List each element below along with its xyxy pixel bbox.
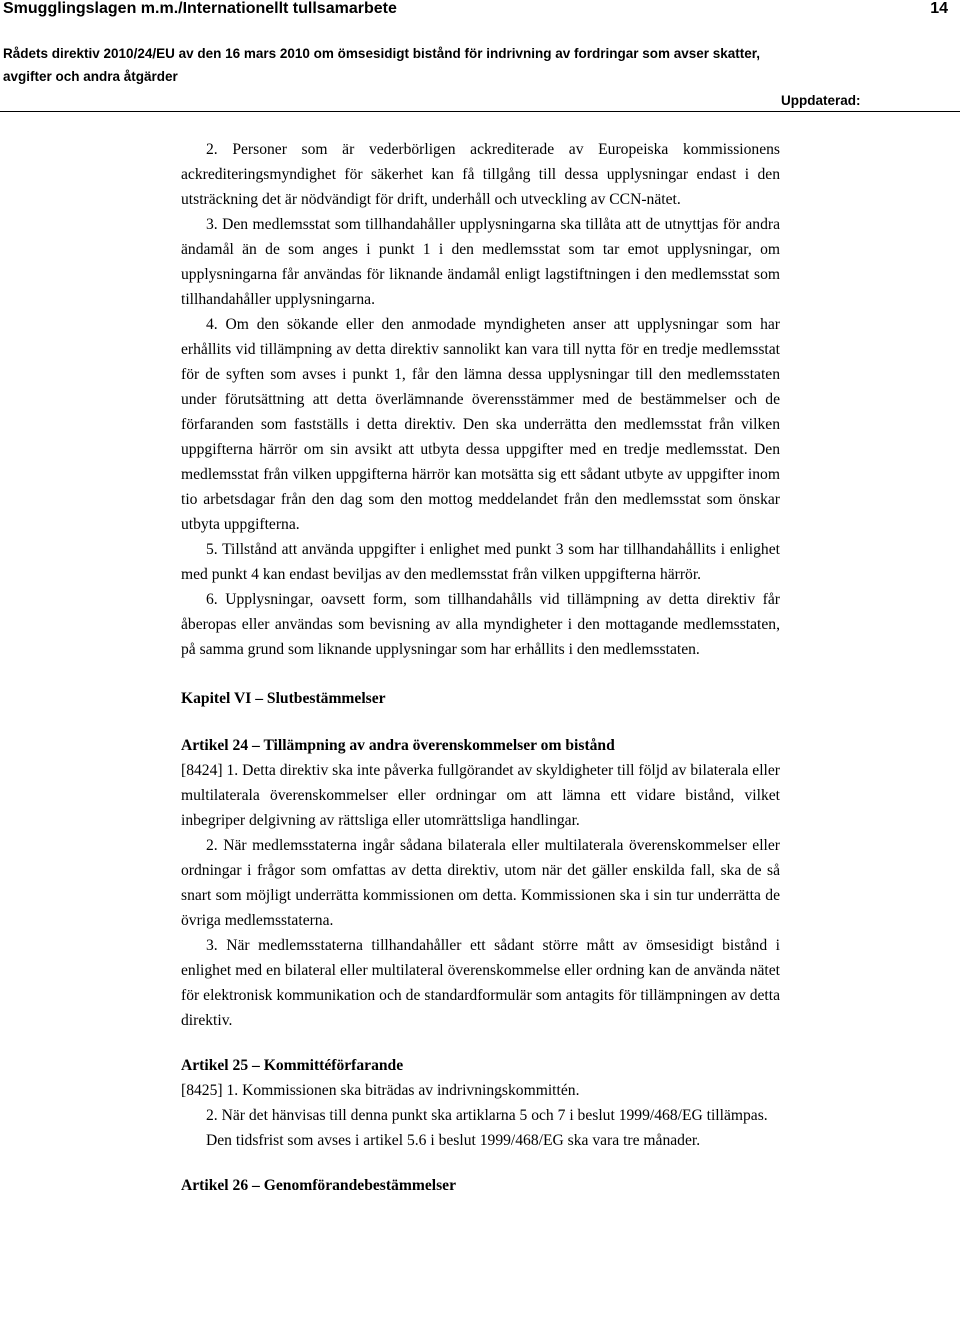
directive-title-line-1: Rådets direktiv 2010/24/EU av den 16 mars 2010 om ömsesidigt bistånd för indrivning av fordringar som avser skatter, bbox=[3, 46, 761, 61]
paragraph-3: 3. Den medlemsstat som tillhandahåller upplysningarna ska tillåta att de utnyttjas för andra ändamål än de som anges i punkt 1 i den medlemsstat som tar emot upplysningar, om upplysningarna får användas för liknande ändamål enligt lagstiftningen i den medlemsstat som tillhandahåller upplysningarna. bbox=[181, 216, 780, 308]
spacer bbox=[181, 711, 780, 733]
paragraph-4: 4. Om den sökande eller den anmodade myndigheten anser att upplysningar som har erhållits vid tillämpning av detta direktiv sannolikt kan vara till nytta för en tredje medlemsstat för de syften som avses i punkt 1, får den lämna dessa upplysningar till den medlemsstaten under förutsättning att detta överlämnande överensstämmer med de bestämmelser och de förfaranden som fastställs i detta direktiv. Den ska underrätta den medlemsstat från vilken uppgifterna härrör om sin avsikt att utbyta dessa uppgifter med en tredje medlemsstat. Den medlemsstat från vilken uppgifterna härrör kan motsätta sig ett sådant utbyte av uppgifter inom tio arbetsdagar från den dag som den mottog meddelandet från den medlemsstat som önskar utbyta uppgifterna. bbox=[181, 316, 780, 533]
article-26-heading: Artikel 26 – Genomförandebestämmelser bbox=[181, 1177, 456, 1194]
paragraph-2: 2. Personer som är vederbörligen ackrediterade av Europeiska kommissionens ackrediteringsmyndighet för säkerhet kan få tillgång till dessa upplysningar endast i den utsträckning det är nödvändigt för drift, underhåll och utveckling av CCN-nätet. bbox=[181, 141, 780, 208]
article-24-heading: Artikel 24 – Tillämpning av andra överenskommelser om bistånd bbox=[181, 737, 615, 754]
chapter-heading: Kapitel VI – Slutbestämmelser bbox=[181, 690, 386, 707]
article-24-paragraph-1: [8424] 1. Detta direktiv ska inte påverka fullgörandet av skyldigheter till följd av bilaterala eller multilaterala överenskommelser eller ordningar om att lämna ett vidare bistånd, vilket inbegriper delgivning av rättsliga eller utomrättsliga handlingar. bbox=[181, 762, 780, 829]
spacer bbox=[181, 662, 780, 686]
article-24-paragraph-3: 3. När medlemsstaterna tillhandahåller ett sådant större mått av ömsesidigt bistånd i enlighet med en bilateral eller multilateral överenskommelse eller ordning kan de använda nätet för elektronisk kommunikation och de standardformulär som antagits för tillämpningen av detta direktiv. bbox=[181, 937, 780, 1029]
article-25-paragraph-2: 2. När det hänvisas till denna punkt ska artiklarna 5 och 7 i beslut 1999/468/EG tillämpas. bbox=[206, 1107, 768, 1124]
document-body bbox=[181, 137, 780, 1198]
article-25-heading: Artikel 25 – Kommittéförfarande bbox=[181, 1057, 404, 1074]
paragraph-6: 6. Upplysningar, oavsett form, som tillhandahålls vid tillämpning av detta direktiv får åberopas eller användas som bevisning av alla myndigheter i den mottagande medlemsstaten, på samma grund som liknande upplysningar som har erhållits i den medlemsstaten. bbox=[181, 591, 780, 658]
page-number: 14 bbox=[930, 0, 948, 17]
spacer bbox=[181, 1033, 780, 1053]
spacer bbox=[181, 1153, 780, 1173]
directive-title-line-2: avgifter och andra åtgärder bbox=[3, 69, 178, 84]
updated-label: Uppdaterad: bbox=[781, 93, 861, 108]
article-24-paragraph-2: 2. När medlemsstaterna ingår sådana bilaterala eller multilaterala överenskommelser eller ordningar i frågor som omfattas av detta direktiv, utom när det gäller enskilda fall, ska de så snart som möjligt underrätta kommissionen om detta. Kommissionen ska i sin tur underrätta de övriga medlemsstaterna. bbox=[181, 837, 780, 929]
article-25-paragraph-3: Den tidsfrist som avses i artikel 5.6 i beslut 1999/468/EG ska vara tre månader. bbox=[206, 1132, 701, 1149]
article-25-paragraph-1: [8425] 1. Kommissionen ska biträdas av indrivningskommittén. bbox=[181, 1082, 580, 1099]
paragraph-5: 5. Tillstånd att använda uppgifter i enlighet med punkt 3 som har tillhandahållits i enlighet med punkt 4 kan endast beviljas av den medlemsstat från vilken uppgifterna härrör. bbox=[181, 541, 780, 583]
document-title: Smugglingslagen m.m./Internationellt tullsamarbete bbox=[3, 0, 397, 17]
header-divider bbox=[0, 111, 960, 112]
